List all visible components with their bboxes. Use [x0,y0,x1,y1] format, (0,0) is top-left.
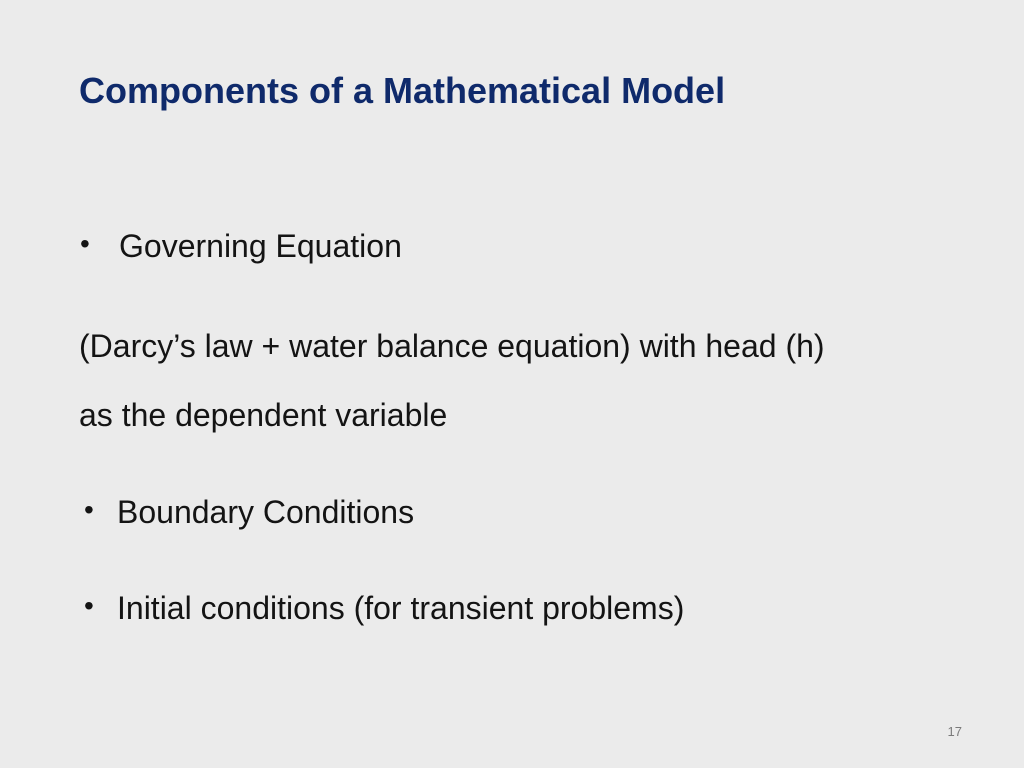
bullet-governing-equation: Governing Equation [119,228,402,264]
paragraph-line-2: as the dependent variable [79,397,448,433]
bullet-boundary-conditions: Boundary Conditions [117,494,415,530]
paragraph-line-1: (Darcy’s law + water balance equation) with head (h) [79,328,825,364]
bullet-marker: • [84,494,94,525]
bullet-marker: • [84,590,94,621]
bullet-marker: • [80,228,90,259]
bullet-initial-conditions: Initial conditions (for transient problems) [117,590,685,626]
slide-title: Components of a Mathematical Model [79,70,726,111]
page-number: 17 [947,724,962,739]
